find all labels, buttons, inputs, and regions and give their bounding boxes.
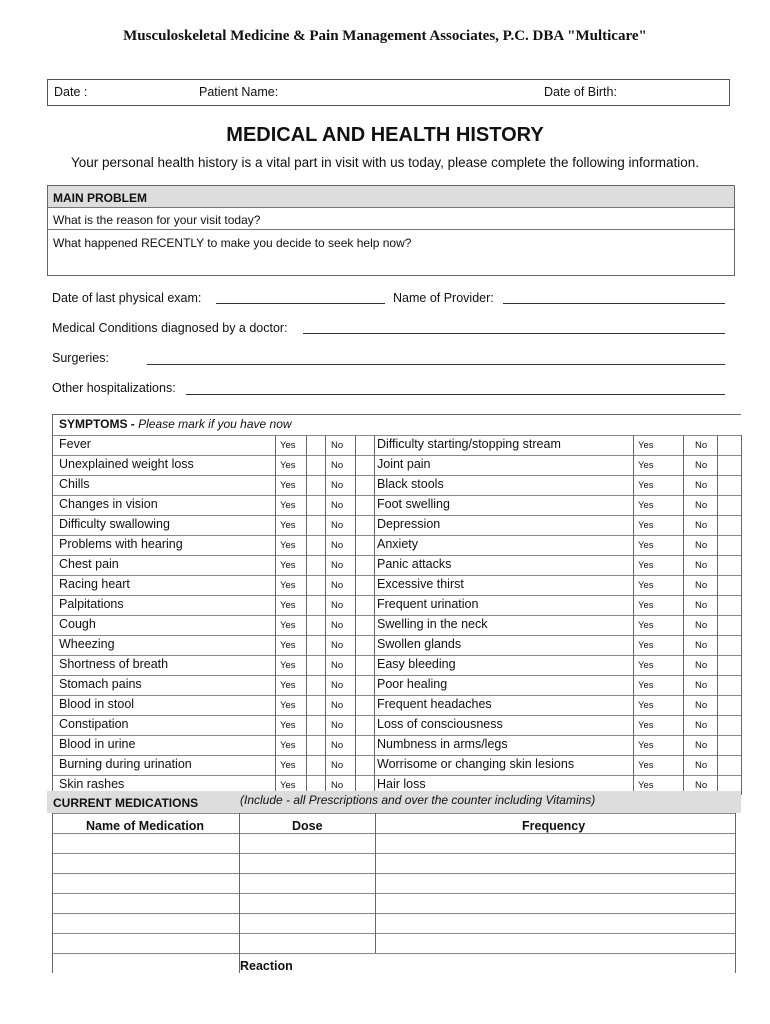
- symptom-label: Worrisome or changing skin lesions: [377, 757, 575, 771]
- col-reaction: Reaction: [240, 959, 293, 973]
- yes-checkbox[interactable]: Yes: [280, 740, 296, 751]
- symptom-label: Numbness in arms/legs: [377, 737, 508, 751]
- symptom-label: Unexplained weight loss: [59, 457, 194, 471]
- patient-id-box: [47, 79, 730, 106]
- yes-checkbox[interactable]: Yes: [280, 780, 296, 791]
- symptom-label: Loss of consciousness: [377, 717, 503, 731]
- symptom-row: [53, 535, 741, 555]
- main-problem-box: [47, 185, 735, 276]
- symptoms-header: SYMPTOMS - Please mark if you have now: [59, 417, 292, 431]
- symptom-label: Palpitations: [59, 597, 124, 611]
- no-checkbox[interactable]: No: [695, 440, 708, 451]
- no-checkbox[interactable]: No: [331, 520, 344, 531]
- symptoms-table: [52, 414, 741, 815]
- medication-entry-row[interactable]: [53, 894, 734, 912]
- no-checkbox[interactable]: No: [695, 680, 708, 691]
- no-checkbox[interactable]: No: [695, 620, 708, 631]
- symptom-row: [53, 655, 741, 675]
- symptom-label: Easy bleeding: [377, 657, 456, 671]
- symptom-label: Blood in urine: [59, 737, 136, 751]
- last-exam-label: Date of last physical exam:: [52, 291, 202, 305]
- symptom-label: Shortness of breath: [59, 657, 169, 671]
- organization-name: Musculoskeletal Medicine & Pain Management Associates, P.C. DBA "Multicare": [123, 28, 647, 44]
- hospitalizations-label: Other hospitalizations:: [52, 381, 176, 395]
- conditions-line[interactable]: [303, 333, 725, 334]
- recent-event-field[interactable]: What happened RECENTLY to make you decide to seek help now?: [53, 236, 412, 250]
- yes-checkbox[interactable]: Yes: [280, 660, 296, 671]
- symptom-label: Swelling in the neck: [377, 617, 488, 631]
- yes-checkbox[interactable]: Yes: [280, 760, 296, 771]
- yes-checkbox[interactable]: Yes: [638, 580, 654, 591]
- no-checkbox[interactable]: No: [331, 600, 344, 611]
- no-checkbox[interactable]: No: [331, 720, 344, 731]
- hospitalizations-line[interactable]: [186, 394, 725, 395]
- no-checkbox[interactable]: No: [331, 740, 344, 751]
- yes-checkbox[interactable]: Yes: [638, 660, 654, 671]
- col-dose: Dose: [292, 819, 323, 833]
- no-checkbox[interactable]: No: [331, 620, 344, 631]
- no-checkbox[interactable]: No: [695, 580, 708, 591]
- symptom-label: Stomach pains: [59, 677, 142, 691]
- symptom-row: [53, 555, 741, 575]
- symptom-label: Anxiety: [377, 537, 418, 551]
- medication-entry-row[interactable]: [53, 854, 734, 872]
- no-checkbox[interactable]: No: [695, 780, 708, 791]
- symptom-label: Chest pain: [59, 557, 119, 571]
- no-checkbox[interactable]: No: [695, 640, 708, 651]
- page-title: MEDICAL AND HEALTH HISTORY: [226, 124, 544, 146]
- no-checkbox[interactable]: No: [695, 740, 708, 751]
- symptom-row: [53, 575, 741, 595]
- yes-checkbox[interactable]: Yes: [638, 760, 654, 771]
- symptom-label: Constipation: [59, 717, 129, 731]
- medication-entry-row[interactable]: [53, 834, 734, 852]
- no-checkbox[interactable]: No: [331, 480, 344, 491]
- symptom-row: [53, 735, 741, 755]
- no-checkbox[interactable]: No: [331, 680, 344, 691]
- provider-line[interactable]: [503, 303, 725, 304]
- symptom-label: Difficulty starting/stopping stream: [377, 437, 561, 451]
- yes-checkbox[interactable]: Yes: [638, 640, 654, 651]
- medication-entry-row[interactable]: [53, 914, 734, 932]
- no-checkbox[interactable]: No: [331, 560, 344, 571]
- yes-checkbox[interactable]: Yes: [280, 640, 296, 651]
- dob-label: Date of Birth:: [544, 85, 617, 99]
- yes-checkbox[interactable]: Yes: [280, 540, 296, 551]
- yes-checkbox[interactable]: Yes: [280, 700, 296, 711]
- yes-checkbox[interactable]: Yes: [638, 480, 654, 491]
- symptom-label: Burning during urination: [59, 757, 192, 771]
- col-frequency: Frequency: [522, 819, 586, 833]
- symptom-label: Wheezing: [59, 637, 115, 651]
- symptom-row: [53, 675, 741, 695]
- medications-table: [52, 813, 735, 973]
- no-checkbox[interactable]: No: [695, 560, 708, 571]
- symptom-row: [53, 495, 741, 515]
- medication-entry-row[interactable]: [53, 934, 734, 952]
- yes-checkbox[interactable]: Yes: [638, 460, 654, 471]
- medications-note: (Include - all Prescriptions and over the counter including Vitamins): [240, 793, 596, 807]
- no-checkbox[interactable]: No: [331, 460, 344, 471]
- yes-checkbox[interactable]: Yes: [280, 520, 296, 531]
- no-checkbox[interactable]: No: [695, 540, 708, 551]
- yes-checkbox[interactable]: Yes: [638, 500, 654, 511]
- no-checkbox[interactable]: No: [695, 460, 708, 471]
- symptom-label: Problems with hearing: [59, 537, 183, 551]
- yes-checkbox[interactable]: Yes: [280, 680, 296, 691]
- symptom-label: Frequent urination: [377, 597, 479, 611]
- yes-checkbox[interactable]: Yes: [638, 520, 654, 531]
- symptom-label: Black stools: [377, 477, 444, 491]
- no-checkbox[interactable]: No: [331, 700, 344, 711]
- no-checkbox[interactable]: No: [331, 580, 344, 591]
- no-checkbox[interactable]: No: [331, 760, 344, 771]
- symptom-row: [53, 615, 741, 635]
- no-checkbox[interactable]: No: [331, 540, 344, 551]
- yes-checkbox[interactable]: Yes: [280, 560, 296, 571]
- symptom-label: Swollen glands: [377, 637, 462, 651]
- yes-checkbox[interactable]: Yes: [638, 440, 654, 451]
- medication-row-line: [52, 953, 735, 954]
- symptom-row: [53, 595, 741, 615]
- symptom-label: Hair loss: [377, 777, 426, 791]
- medications-header: [47, 791, 741, 813]
- medication-row-line: [52, 813, 735, 814]
- yes-checkbox[interactable]: Yes: [280, 580, 296, 591]
- no-checkbox[interactable]: No: [695, 520, 708, 531]
- symptom-label: Poor healing: [377, 677, 448, 691]
- yes-checkbox[interactable]: Yes: [638, 560, 654, 571]
- no-checkbox[interactable]: No: [695, 720, 708, 731]
- conditions-label: Medical Conditions diagnosed by a doctor:: [52, 321, 288, 335]
- no-checkbox[interactable]: No: [695, 760, 708, 771]
- symptom-label: Racing heart: [59, 577, 130, 591]
- yes-checkbox[interactable]: Yes: [280, 440, 296, 451]
- symptom-label: Changes in vision: [59, 497, 158, 511]
- yes-checkbox[interactable]: Yes: [280, 460, 296, 471]
- symptom-row: [53, 435, 741, 455]
- yes-checkbox[interactable]: Yes: [280, 620, 296, 631]
- no-checkbox[interactable]: No: [331, 640, 344, 651]
- symptom-label: Fever: [59, 437, 91, 451]
- yes-checkbox[interactable]: Yes: [280, 480, 296, 491]
- yes-checkbox[interactable]: Yes: [638, 740, 654, 751]
- surgeries-line[interactable]: [147, 364, 725, 365]
- medication-column-line: [735, 813, 736, 973]
- symptom-label: Skin rashes: [59, 777, 125, 791]
- no-checkbox[interactable]: No: [331, 440, 344, 451]
- medications-title: CURRENT MEDICATIONS: [53, 796, 199, 810]
- page-subtitle: Your personal health history is a vital part in visit with us today, please complete the following information.: [70, 155, 700, 170]
- symptom-row: [53, 635, 741, 655]
- no-checkbox[interactable]: No: [331, 500, 344, 511]
- date-label: Date :: [54, 85, 88, 99]
- yes-checkbox[interactable]: Yes: [638, 540, 654, 551]
- symptom-row: [53, 755, 741, 775]
- symptom-label: Chills: [59, 477, 90, 491]
- symptom-label: Panic attacks: [377, 557, 452, 571]
- symptom-label: Difficulty swallowing: [59, 517, 170, 531]
- patient-name-label: Patient Name:: [199, 85, 279, 99]
- symptom-label: Excessive thirst: [377, 577, 464, 591]
- symptom-label: Frequent headaches: [377, 697, 492, 711]
- yes-checkbox[interactable]: Yes: [638, 680, 654, 691]
- symptom-row: [53, 695, 741, 715]
- yes-checkbox[interactable]: Yes: [638, 720, 654, 731]
- yes-checkbox[interactable]: Yes: [280, 500, 296, 511]
- symptom-label: Foot swelling: [377, 497, 450, 511]
- symptom-row: [53, 515, 741, 535]
- yes-checkbox[interactable]: Yes: [280, 720, 296, 731]
- col-medication-name: Name of Medication: [86, 819, 205, 833]
- provider-label: Name of Provider:: [393, 291, 494, 305]
- main-problem-header: MAIN PROBLEM: [48, 186, 734, 208]
- symptom-label: Blood in stool: [59, 697, 135, 711]
- no-checkbox[interactable]: No: [695, 480, 708, 491]
- yes-checkbox[interactable]: Yes: [638, 700, 654, 711]
- no-checkbox[interactable]: No: [695, 600, 708, 611]
- no-checkbox[interactable]: No: [695, 700, 708, 711]
- no-checkbox[interactable]: No: [695, 500, 708, 511]
- symptom-row: [53, 715, 741, 735]
- medication-entry-row[interactable]: [53, 874, 734, 892]
- yes-checkbox[interactable]: Yes: [638, 600, 654, 611]
- visit-reason-field[interactable]: What is the reason for your visit today?: [48, 208, 734, 230]
- yes-checkbox[interactable]: Yes: [638, 620, 654, 631]
- yes-checkbox[interactable]: Yes: [280, 600, 296, 611]
- symptom-label: Cough: [59, 617, 96, 631]
- column-divider: [741, 435, 742, 795]
- symptom-label: Depression: [377, 517, 441, 531]
- no-checkbox[interactable]: No: [695, 660, 708, 671]
- symptom-label: Joint pain: [377, 457, 431, 471]
- surgeries-label: Surgeries:: [52, 351, 109, 365]
- symptom-row: [53, 475, 741, 495]
- last-exam-line[interactable]: [216, 303, 385, 304]
- symptom-row: [53, 455, 741, 475]
- no-checkbox[interactable]: No: [331, 780, 344, 791]
- no-checkbox[interactable]: No: [331, 660, 344, 671]
- yes-checkbox[interactable]: Yes: [638, 780, 654, 791]
